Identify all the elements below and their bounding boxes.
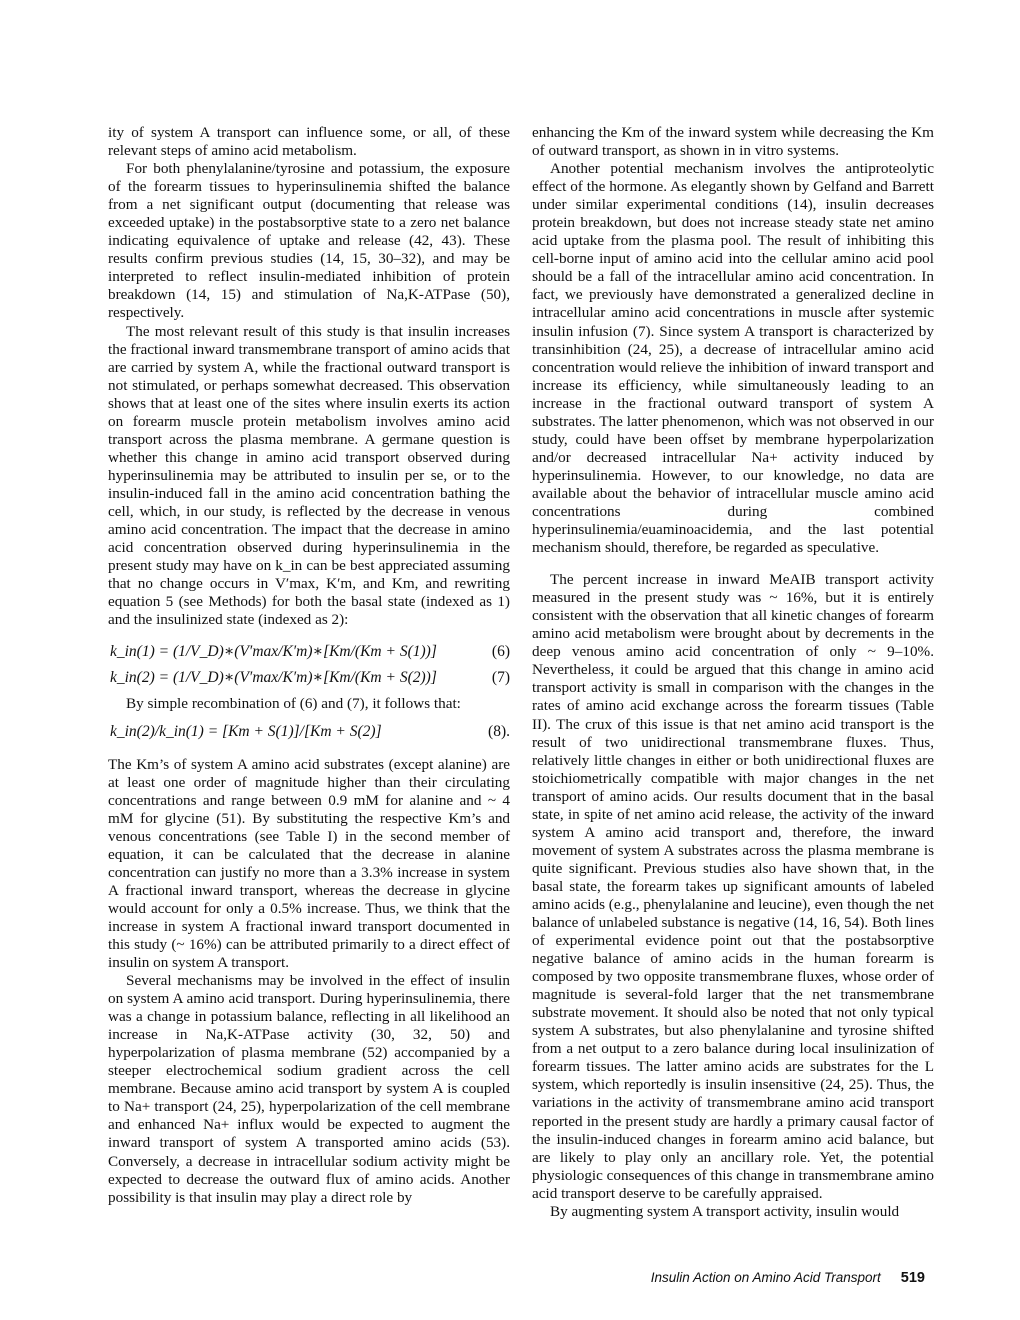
equation-7: [108, 669, 510, 687]
paragraph: Several mechanisms may be involved in the effect of insulin on system A amino acid transport. During hyperinsulinemia, there was a change in potassium balance, reflecting in all likelihood an increase in Na,K-ATPase activity (30, 32, 50) and hyperpolarization of plasma membrane (52) accompanied by a steeper electrochemical sodium gradient across the cell membrane. Because amino acid transport by system A is coupled to Na+ transport (24, 25), hyperpolarization of the cell membrane and enhanced Na+ influx would be expected to augment the inward transport of system A transported amino acids (53). Conversely, a decrease in intracellular sodium activity might be expected to decrease the outward flux of amino acids. Another possibility is that insulin may play a direct role by: [108, 972, 510, 1206]
paragraph: enhancing the Km of the inward system while decreasing the Km of outward transport, as shown in in vitro systems.: [532, 124, 934, 160]
left-column: [108, 124, 510, 1207]
equation-number: (8).: [488, 723, 510, 741]
paragraph: The percent increase in inward MeAIB transport activity measured in the present study was ~ 16%, but it is entirely consistent with the observation that all kinetic changes of forearm amino acid metabolism were brought about by decrements in the deep venous amino acid concentration of only ~ 9–10%. Nevertheless, it could be argued that this change in amino acid transport activity is small in comparison with the changes in the rates of amino acid exchange across the forearm tissues (Table II). The crux of this issue is that net amino acid transport is the result of two unidirectional transmembrane fluxes. Thus, relatively little changes in either or both unidirectional fluxes are stoichiometrically compatible with major changes in the net transport of amino acids. Our results document that in the basal state, in spite of net amino acid release, the activity of the inward system A amino acid transport and, therefore, the inward movement of system A substrates across the plasma membrane is quite significant. Previous studies also have shown that, in the basal state, the forearm takes up significant amounts of labeled amino acids (e.g., phenylalanine and leucine), even though the net balance of unlabeled substance is negative (14, 16, 54). Both lines of experimental evidence point out that the postabsorptive negative balance of amino acids in the human forearm is composed by two opposite transmembrane fluxes, whose order of magnitude is several-fold larger that the net transmembrane substrate movement. It should also be noted that not only typical system A substrates, but also phenylalanine and tyrosine shifted from a net output to a zero balance during local insulinization of forearm tissues. The latter amino acids are substrates for the L system, which reportedly is insulin insensitive (24, 25). Thus, the variations in the activity of transmembrane amino acid transport reported in the present study are hardly a primary causal factor of the insulin-induced changes in forearm amino acid balance, but are likely to play only an ancillary role. Yet, the potential physiologic consequences of this change in transmembrane amino acid transport deserve to be carefully appraised.: [532, 571, 934, 1202]
paragraph: By augmenting system A transport activity, insulin would: [550, 1202, 900, 1220]
paragraph: ity of system A transport can influence some, or all, of these relevant steps of amino acid metabolism.: [108, 124, 510, 160]
paragraph: The Km’s of system A amino acid substrates (except alanine) are at least one order of magnitude higher than their circulating concentrations and range between 0.9 mM for alanine and ~ 4 mM for glycine (51). By substituting the respective Km’s and venous concentrations (see Table I) in the second member of equation, it can be calculated that the decrease in alanine concentration can justify no more than a 3.3% increase in system A fractional inward transport, whereas the decrease in glycine would account for only a 0.5% increase. Thus, we think that the increase in system A fractional inward transport documented in this study (~ 16%) can be attributed primarily to a direct effect of insulin on system A transport.: [108, 755, 510, 972]
equation-body: k_in(1) = (1/V_D)∗(V′max/K′m)∗[Km/(Km + S(1))]: [110, 643, 437, 661]
equation-8: [108, 723, 510, 741]
paragraph: Another potential mechanism involves the antiproteolytic effect of the hormone. As elegantly shown by Gelfand and Barrett under similar experimental conditions (14), insulin decreases protein breakdown, but does not increase steady state net amino acid uptake from the plasma pool. The result of inhibiting this cell-borne input of amino acid into the cellular amino acid pool should be a fall of the intracellular amino acid concentration. In fact, we previously have demonstrated a generalized decline in intracellular amino acid concentrations in muscle after systemic insulin infusion (7). Since system A transport is characterized by transinhibition (24, 25), a decrease of intracellular amino acid concentration would relieve the inhibition of inward transport and increase its efficiency, while simultaneously leading to an increase in the fractional outward transport of system A substrates. The latter phenomenon, which was not observed in our study, could have been offset by membrane hyperpolarization and/or decreased intracellular Na+ activity induced by hyperinsulinemia. However, to our knowledge, no data are available about the behavior of intracellular muscle amino acid concentrations during combined hyperinsulinemia/euaminoacidemia, and the last potential mechanism should, therefore, be regarded as speculative.: [532, 160, 934, 557]
right-column: [532, 124, 934, 1221]
running-title: Insulin Action on Amino Acid Transport: [650, 1270, 881, 1285]
equation-body: k_in(2) = (1/V_D)∗(V′max/K′m)∗[Km/(Km + S(2))]: [110, 669, 437, 687]
equation-body: k_in(2)/k_in(1) = [Km + S(1)]/[Km + S(2)]: [110, 723, 382, 741]
equation-number: (7): [491, 669, 510, 687]
paragraph: By simple recombination of (6) and (7), it follows that:: [126, 695, 461, 713]
page-footer: [620, 1270, 925, 1286]
page-number: 519: [900, 1270, 925, 1286]
paragraph: For both phenylalanine/tyrosine and potassium, the exposure of the forearm tissues to hyperinsulinemia shifted the balance from a net significant output (documenting that release was exceeded uptake) in the postabsorptive state to a zero net balance indicating equivalence of uptake and release (42, 43). These results confirm previous studies (14, 15, 30–32), and may be interpreted to reflect insulin-mediated inhibition of protein breakdown (14, 15) and stimulation of Na,K-ATPase (50), respectively.: [108, 160, 510, 322]
equation-number: (6): [491, 643, 510, 661]
paragraph: The most relevant result of this study is that insulin increases the fractional inward transmembrane transport of amino acids that are carried by system A, while the fractional outward transport is not stimulated, or perhaps somewhat decreased. This observation shows that at least one of the sites where insulin exerts its action on forearm muscle protein metabolism involves amino acid transport across the plasma membrane. A germane question is whether this change in amino acid transport observed during hyperinsulinemia may be attributed to insulin per se, or to the insulin-induced fall in the amino acid concentration bathing the cell, which, in our study, is reflected by the decrease in venous amino acid concentration. The impact that the decrease in amino acid concentration observed during hyperinsulinemia in the present study may have on k_in can be best appreciated assuming that no change occurs in V′max, K′m, and Km, and rewriting equation 5 (see Methods) for both the basal state (indexed as 1) and the insulinized state (indexed as 2):: [108, 322, 510, 629]
equation-6: [108, 643, 510, 661]
